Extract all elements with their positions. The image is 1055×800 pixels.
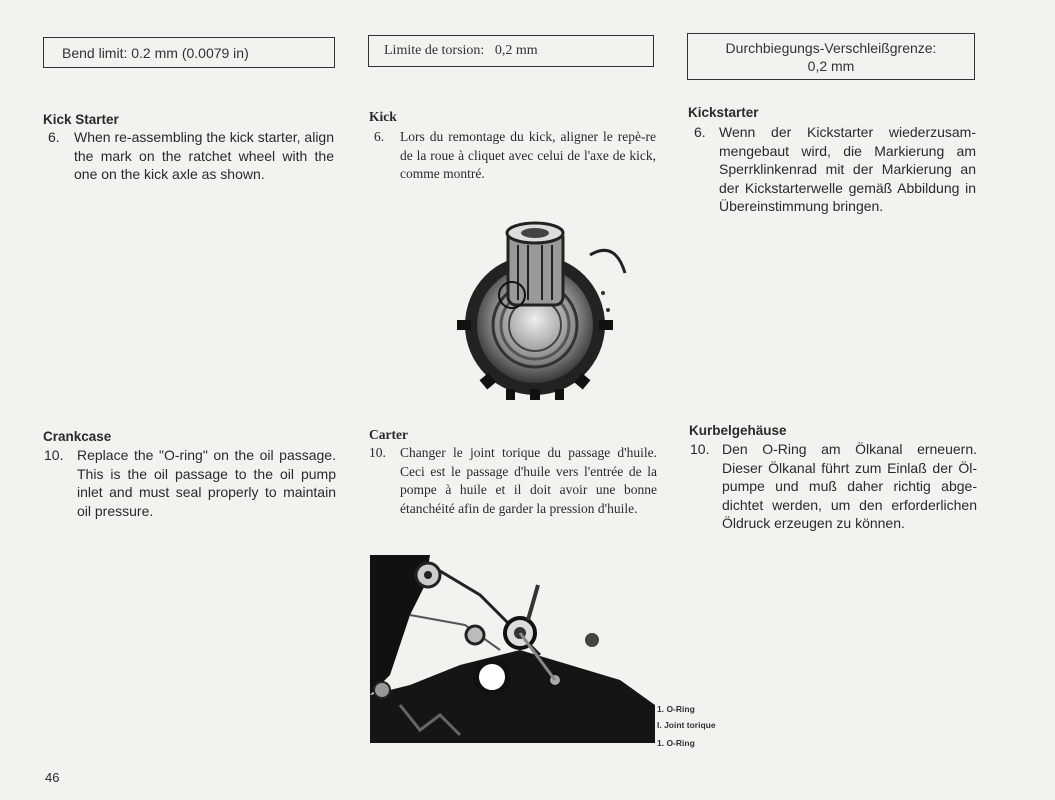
crankcase-step-text-fr: Changer le joint torique du passage d'huile. Ceci est le passage d'huile vers l'entrée de la pompe à huile et il doit avoir une bonne étanchéité afin de garder la pression d'huile. <box>400 445 657 516</box>
spec-text-de-2: 0,2 mm <box>807 58 855 74</box>
kick-heading-fr: Kick <box>369 109 397 124</box>
crankcase-step-text-en: Replace the "O-ring" on the oil passage. This is the oil passage to the oil pump inlet and must seal properly to maintain oil pressure. <box>77 447 336 519</box>
spec-text-de-1: Durchbiegungs-Verschleißgrenze: <box>725 40 937 56</box>
kick-step-number-de: 6. <box>694 124 706 140</box>
crankcase-step-number-fr: 10. <box>369 445 386 460</box>
spec-box-en <box>43 37 335 68</box>
spec-text-en: Bend limit: 0.2 mm (0.0079 in) <box>62 45 249 61</box>
crankcase-heading-de: Kurbelgehäuse <box>689 423 787 438</box>
kick-step-text-en: When re-assembling the kick starter, align the mark on the ratchet wheel with the one on the kick axle as shown. <box>74 129 334 182</box>
photo-caption-de: 1. O-Ring <box>657 738 695 748</box>
photo-caption-en: 1. O-Ring <box>657 704 695 714</box>
photo-caption-fr: I. Joint torique <box>657 720 716 730</box>
spec-text-fr: Limite de torsion: 0,2 mm <box>384 43 538 58</box>
crankcase-heading-fr: Carter <box>369 427 408 442</box>
crankcase-step-number-de: 10. <box>690 441 710 457</box>
kick-heading-de: Kickstarter <box>688 105 759 120</box>
kick-step-number-fr: 6. <box>374 129 385 144</box>
crankcase-heading-en: Crankcase <box>43 429 112 444</box>
spec-box-de <box>687 33 975 80</box>
kick-starter-photo <box>440 215 640 400</box>
crankcase-step-number-en: 10. <box>44 447 64 463</box>
page-number: 46 <box>45 770 60 785</box>
crankcase-photo <box>370 555 655 743</box>
spec-box-fr <box>368 35 654 67</box>
kick-step-text-de: Wenn der Kickstarter wiederzusam-mengebaut wird, die Markierung am Sperrklinkenrad mit der Markierung an der Kickstarterwelle gemäß Abbildung in Übereinstimmung bringen. <box>719 124 976 214</box>
kick-step-text-fr: Lors du remontage du kick, aligner le repè-re de la roue à cliquet avec celui de l'axe de kick, comme montré. <box>400 129 656 181</box>
crankcase-step-text-de: Den O-Ring am Ölkanal erneuern. Dieser Ölkanal führt zum Einlaß der Öl-pumpe und muß daher richtig abge-dichtet werden, um den erforderlichen Öldruck erzeugen zu können. <box>722 441 977 531</box>
kick-step-number-en: 6. <box>48 129 60 145</box>
kick-heading-en: Kick Starter <box>43 112 119 127</box>
